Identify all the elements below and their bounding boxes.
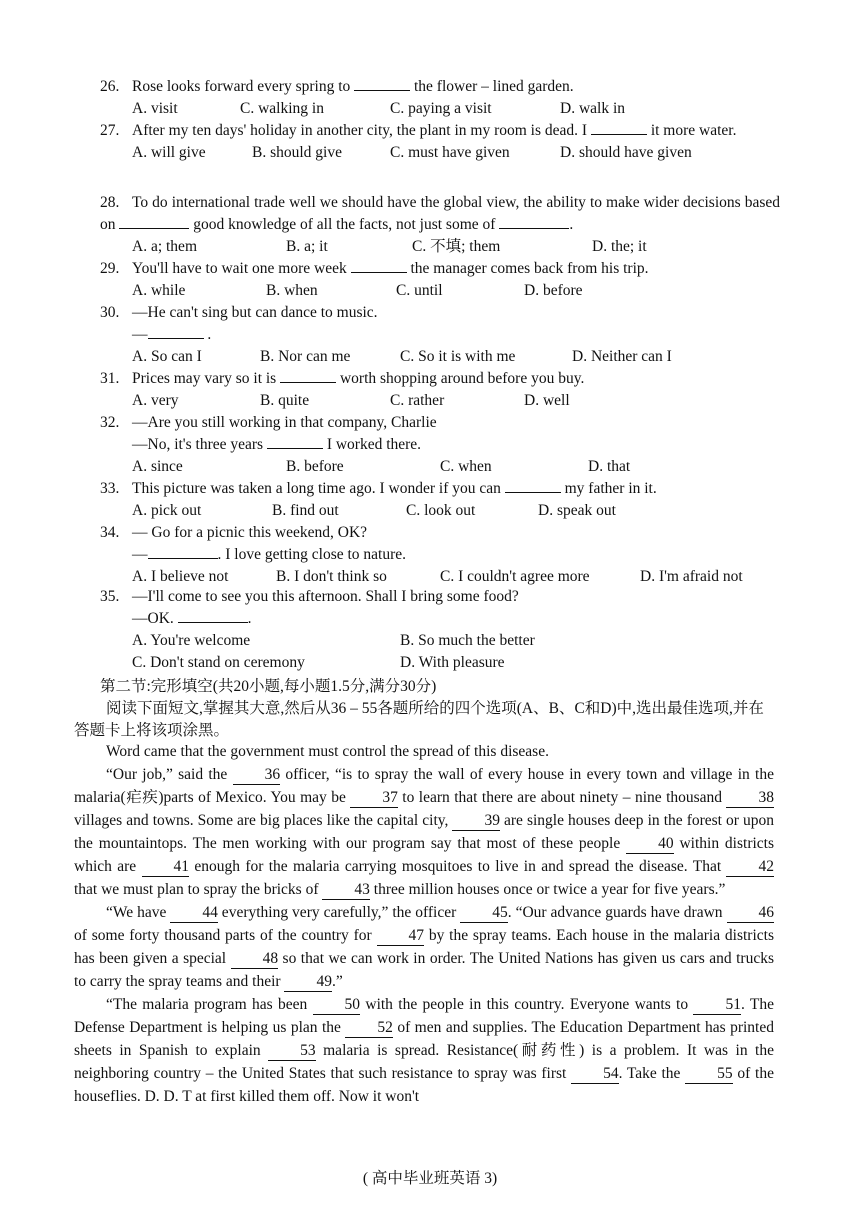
- cloze-blank-48: 48: [231, 950, 279, 969]
- question-text: —I'll come to see you this afternoon. Shall I bring some food?: [132, 588, 519, 605]
- option-c: C. So it is with me: [400, 348, 516, 365]
- option-d: D. that: [588, 458, 631, 475]
- question-text: .: [569, 216, 574, 233]
- question-text: the manager comes back from his trip.: [406, 260, 649, 277]
- options: [100, 236, 780, 258]
- question-text: my father in it.: [560, 480, 657, 497]
- question-text: You'll have to wait one more week: [132, 260, 351, 277]
- option-c: C. rather: [390, 392, 445, 409]
- passage-text: “The malaria program has been: [106, 996, 313, 1013]
- section-heading: 第二节:完形填空(共20小题,每小题1.5分,满分30分): [100, 678, 437, 695]
- passage-text: so that we can work in order. The United Nations has given us cars and trucks to carry the spray teams and their: [74, 950, 774, 990]
- passage-text: . “Our advance guards have drawn: [507, 904, 727, 921]
- cloze-blank-38: 38: [726, 789, 774, 808]
- question-32: [100, 412, 780, 478]
- options: [100, 142, 780, 164]
- passage-text: by the spray teams. Each house in the malaria districts has been given a special: [74, 927, 774, 967]
- cloze-blank-51: 51: [693, 996, 741, 1015]
- question-number: 32.: [100, 414, 120, 431]
- passage-text: three million houses once or twice a year for five years.”: [369, 881, 726, 898]
- option-d: D. well: [524, 392, 570, 409]
- answer-blank: [148, 324, 204, 339]
- option-a: A. will give: [132, 144, 206, 161]
- option-c: C. look out: [406, 502, 476, 519]
- options: [100, 390, 780, 412]
- option-a: A. pick out: [132, 502, 202, 519]
- passage-text: everything very carefully,” the officer: [217, 904, 461, 921]
- option-d: D. before: [524, 282, 583, 299]
- question-31: [100, 368, 780, 412]
- options: [100, 500, 780, 522]
- option-c: C. until: [396, 282, 443, 299]
- passage-paragraph-4: [74, 993, 774, 1108]
- options: [100, 566, 780, 588]
- question-number: 35.: [100, 588, 120, 605]
- option-c: C. when: [440, 458, 492, 475]
- option-b: B. quite: [260, 392, 310, 409]
- passage-text: are single houses deep in the forest or upon the mountaintops. The men working with our program say that most of these people: [74, 812, 775, 852]
- option-d: D. With pleasure: [400, 654, 505, 671]
- passage-text: of men and supplies. The Education Department has printed sheets in Spanish to explain: [74, 1019, 774, 1059]
- question-text: the flower – lined garden.: [410, 78, 574, 95]
- option-d: D. should have given: [560, 144, 692, 161]
- question-text: —No, it's three years: [132, 436, 267, 453]
- question-text: This picture was taken a long time ago. I wonder if you can: [132, 480, 505, 497]
- passage-text: villages and towns. Some are big places like the capital city,: [74, 812, 453, 829]
- option-d: D. speak out: [538, 502, 616, 519]
- cloze-blank-55: 55: [685, 1065, 733, 1084]
- question-text: —Are you still working in that company, Charlie: [132, 414, 437, 431]
- question-number: 29.: [100, 260, 120, 277]
- question-text: I worked there.: [322, 436, 422, 453]
- option-c: C. must have given: [390, 144, 510, 161]
- question-number: 28.: [100, 194, 120, 211]
- question-35: [100, 586, 780, 674]
- option-a: A. So can I: [132, 348, 202, 365]
- option-b: B. a; it: [286, 238, 328, 255]
- option-a: A. since: [132, 458, 183, 475]
- dialogue-dash: —: [132, 326, 148, 343]
- question-33: [100, 478, 780, 522]
- options: [100, 456, 780, 478]
- passage-text: “Our job,” said the: [106, 766, 233, 783]
- option-b: C. walking in: [240, 100, 324, 117]
- option-a: A. very: [132, 392, 179, 409]
- cloze-blank-37: 37: [350, 789, 398, 808]
- option-a: A. while: [132, 282, 186, 299]
- cloze-blank-44: 44: [170, 904, 218, 923]
- option-b: B. when: [266, 282, 318, 299]
- question-27: [100, 120, 780, 164]
- cloze-blank-43: 43: [322, 881, 370, 900]
- answer-blank: [280, 368, 336, 383]
- question-29: [100, 258, 780, 302]
- question-text: —OK.: [132, 610, 178, 627]
- passage-text: malaria is spread. Resistance(耐药性) is a problem. It was in the neighboring country – the United States that such resistance to spray was first: [74, 1042, 774, 1082]
- cloze-blank-50: 50: [313, 996, 361, 1015]
- passage-text: that we must plan to spray the bricks of: [74, 881, 323, 898]
- option-b: B. should give: [252, 144, 342, 161]
- passage-text: “We have: [106, 904, 171, 921]
- cloze-blank-42: 42: [726, 858, 774, 877]
- passage-paragraph-2: [74, 763, 774, 901]
- cloze-passage: [74, 740, 774, 1108]
- cloze-blank-45: 45: [460, 904, 508, 923]
- answer-blank: [505, 478, 561, 493]
- answer-blank: [267, 434, 323, 449]
- passage-text: . Take the: [618, 1065, 686, 1082]
- option-d: D. I'm afraid not: [640, 568, 743, 585]
- question-28: [100, 192, 780, 258]
- cloze-blank-53: 53: [268, 1042, 316, 1061]
- question-text: it more water.: [646, 122, 737, 139]
- cloze-blank-39: 39: [452, 812, 500, 831]
- option-a: A. I believe not: [132, 568, 229, 585]
- option-d: D. the; it: [592, 238, 647, 255]
- question-text: —He can't sing but can dance to music.: [132, 304, 378, 321]
- question-text: worth shopping around before you buy.: [336, 370, 585, 387]
- option-b: B. before: [286, 458, 344, 475]
- passage-text: of some forty thousand parts of the country for: [74, 927, 377, 944]
- answer-blank: [351, 258, 407, 273]
- question-text: To do international trade well we should have the global view, the ability to make wider decisions based on: [100, 194, 780, 233]
- answer-blank: [119, 214, 189, 229]
- question-text: Prices may vary so it is: [132, 370, 281, 387]
- cloze-blank-47: 47: [377, 927, 425, 946]
- question-30: 30. —He can't sing but can dance to music. — . A. So can I B. Nor can me C. So it is with me D. Neither can I: [100, 302, 780, 368]
- option-a: A. You're welcome: [132, 632, 251, 649]
- question-text: After my ten days' holiday in another city, the plant in my room is dead. I: [132, 122, 591, 139]
- cloze-blank-49: 49: [284, 973, 332, 992]
- question-26: [100, 76, 780, 120]
- answer-blank: [591, 120, 647, 135]
- option-b: B. So much the better: [400, 632, 535, 649]
- passage-text: .”: [331, 973, 343, 990]
- question-number: 31.: [100, 370, 120, 387]
- options-row-1: [100, 630, 780, 652]
- passage-text: of the houseflies. D. D. T at first killed them off. Now it won't: [74, 1065, 774, 1105]
- options: [100, 98, 780, 120]
- answer-blank: [178, 608, 248, 623]
- passage-text: within districts which are: [74, 835, 775, 875]
- question-number: 33.: [100, 480, 120, 497]
- question-text: good knowledge of all the facts, not just some of: [189, 216, 500, 233]
- question-text: Rose looks forward every spring to: [132, 78, 355, 95]
- passage-text: to learn that there are about ninety – nine thousand: [397, 789, 727, 806]
- passage-text: enough for the malaria carrying mosquitoes to live in and spread the disease. That: [189, 858, 727, 875]
- option-c: C. paying a visit: [390, 100, 492, 117]
- options: [100, 280, 780, 302]
- passage-paragraph-1: Word came that the government must control the spread of this disease.: [106, 743, 549, 760]
- option-b: B. find out: [272, 502, 339, 519]
- question-34: [100, 522, 780, 588]
- passage-text: officer, “is to spray the wall of every house in every town and village in the malaria(疟疾)parts of Mexico. You may be: [74, 766, 774, 806]
- options: [100, 346, 780, 368]
- question-number: 30.: [100, 304, 120, 321]
- options-row-2: [100, 652, 780, 674]
- passage-paragraph-3: [74, 901, 774, 993]
- passage-text: with the people in this country. Everyone wants to: [360, 996, 694, 1013]
- question-text: . I love getting close to nature.: [217, 546, 407, 563]
- option-c: C. Don't stand on ceremony: [132, 654, 305, 671]
- option-b: B. I don't think so: [276, 568, 387, 585]
- passage-text: . The Defense Department is helping us plan the: [74, 996, 774, 1036]
- option-a: A. visit: [132, 100, 178, 117]
- question-number: 27.: [100, 122, 120, 139]
- cloze-blank-40: 40: [626, 835, 674, 854]
- option-c: C. 不填; them: [412, 238, 501, 255]
- option-d: D. walk in: [560, 100, 626, 117]
- question-text: .: [247, 610, 252, 627]
- option-b: B. Nor can me: [260, 348, 351, 365]
- dialogue-dash: —: [132, 546, 148, 563]
- section-instruction: 阅读下面短文,掌握其大意,然后从36 – 55各题所给的四个选项(A、B、C和D)中,选出最佳选项,并在答题卡上将该项涂黑。: [74, 700, 764, 739]
- cloze-blank-54: 54: [571, 1065, 619, 1084]
- option-c: C. I couldn't agree more: [440, 568, 590, 585]
- answer-blank: [148, 544, 218, 559]
- option-d: D. Neither can I: [572, 348, 672, 365]
- option-a: A. a; them: [132, 238, 197, 255]
- question-number: 26.: [100, 78, 120, 95]
- page-footer: ( 高中毕业班英语 3): [362, 1170, 498, 1187]
- cloze-blank-41: 41: [142, 858, 190, 877]
- cloze-blank-46: 46: [727, 904, 775, 923]
- question-text: — Go for a picnic this weekend, OK?: [132, 524, 368, 541]
- answer-blank: [499, 214, 569, 229]
- cloze-blank-52: 52: [345, 1019, 393, 1038]
- cloze-blank-36: 36: [233, 766, 281, 785]
- answer-blank: [354, 76, 410, 91]
- question-number: 34.: [100, 524, 120, 541]
